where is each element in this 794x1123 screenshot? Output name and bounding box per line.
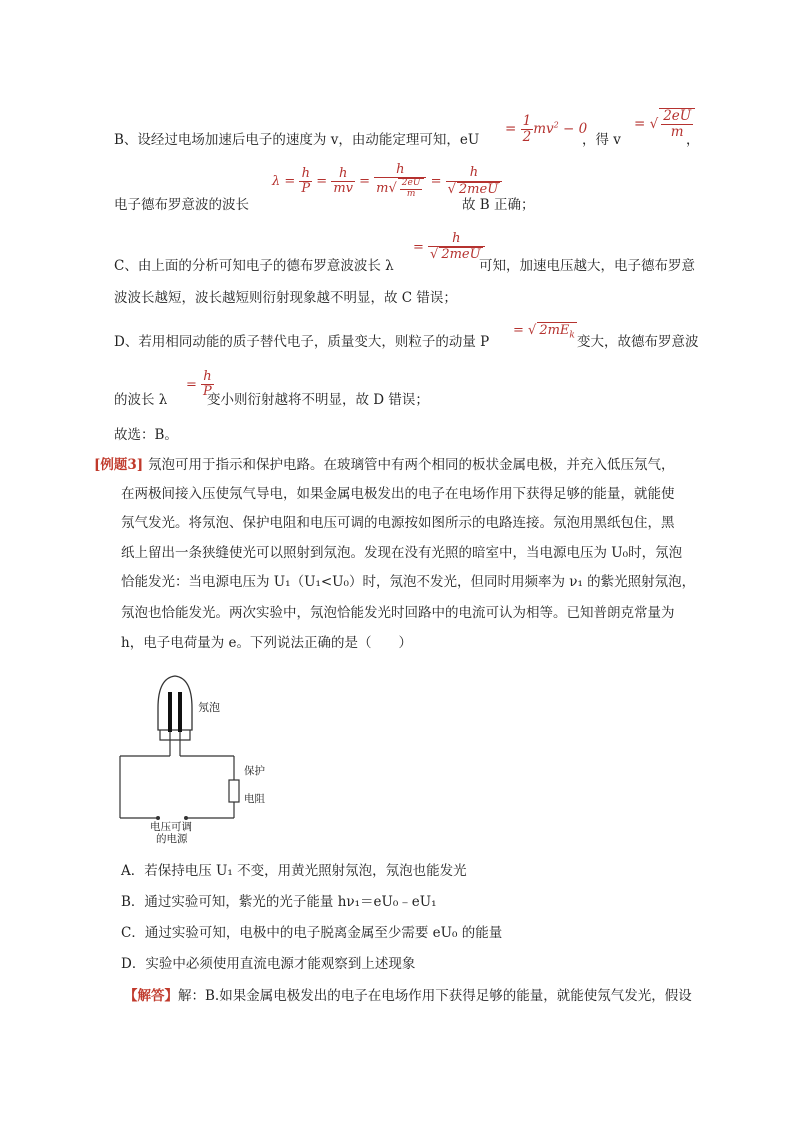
- text: h，电子电荷量为 e。下列说法正确的是（ ）: [121, 635, 412, 651]
- formula-velocity: = √ $\frac{2eU}{m}$: [634, 108, 695, 140]
- text: 变大，故德布罗意波: [577, 334, 699, 350]
- text: 故 B 正确；: [462, 197, 535, 213]
- formula-wavelength-c: = $\frac{h}{\text{√ 2meU}}$: [413, 232, 485, 263]
- option-d-analysis-line2b: [207, 390, 429, 410]
- text: ，: [686, 132, 700, 148]
- text: [例题3]: [94, 457, 144, 473]
- text: 纸上留出一条狭缝使光可以照射到氖泡。发现在没有光照的暗室中，当电源电压为 U₀时，氖泡: [121, 545, 683, 561]
- circuit-diagram: [110, 668, 270, 848]
- bulb-label: [198, 698, 220, 718]
- text: 电子德布罗意波的波长: [114, 197, 249, 213]
- answer-tag: 【解答】: [124, 988, 178, 1004]
- text: B．通过实验可知，紫光的光子能量 hν₁＝eU₀﹣eU₁: [121, 894, 437, 910]
- text: 的电源: [156, 833, 188, 845]
- text-wavelength-label: [114, 195, 249, 215]
- formula-de-broglie-derivation: λ = $\frac{h}{P}$ = $\frac{h}{mv}$ = h m√ $\frac{2eU}{m}$ = $\frac{h}{\text{√ 2meU}}$: [272, 163, 502, 200]
- example-line-4: [121, 543, 682, 563]
- text: 故选：B。: [114, 427, 178, 443]
- text: ，得 v: [582, 132, 621, 148]
- text: 在两极间接入压使氖气导电，如果金属电极发出的电子在电场作用下获得足够的能量，就能使: [121, 486, 675, 502]
- text: 变小则衍射越将不明显，故 D 错误；: [207, 392, 429, 408]
- text: D．实验中必须使用直流电源才能观察到上述现象: [121, 956, 416, 972]
- answer-section: [124, 986, 692, 1006]
- text: 电压可调: [150, 821, 192, 833]
- bulb-base: [160, 730, 190, 740]
- text: 氖泡可用于指示和保护电路。在玻璃管中有两个相同的板状金属电极，并充入低压氖气，: [148, 457, 675, 473]
- option-c: [121, 923, 502, 943]
- text: 波波长越短，波长越短则衍射现象越不明显，故 C 错误；: [114, 290, 457, 306]
- text-b-correct: [462, 195, 535, 215]
- text-then-v: [582, 130, 621, 150]
- text: 可知，加速电压越大，电子德布罗意: [479, 258, 695, 274]
- formula-kinetic-energy: = $\frac{1}{2}$ $mv^2 - 0$: [505, 113, 588, 145]
- text: C．通过实验可知，电极中的电子脱离金属至少需要 eU₀ 的能量: [121, 925, 503, 941]
- example-line-3: [121, 513, 675, 533]
- example-line-7: [121, 633, 412, 653]
- text-d-continue: [577, 332, 699, 352]
- text: 电阻: [244, 793, 265, 805]
- option-c-analysis-line2: [114, 288, 457, 308]
- bulb-glass: [158, 676, 192, 730]
- example-line-1: [148, 455, 675, 475]
- example-line-2: [121, 484, 675, 504]
- text: 氖气发光。将氖泡、保护电阻和电压可调的电源按如图所示的电路连接。氖泡用黑纸包住，黑: [121, 515, 675, 531]
- electrode-left: [168, 692, 172, 732]
- text-comma: [686, 130, 700, 150]
- text: C、由上面的分析可知电子的德布罗意波波长 λ: [114, 258, 394, 274]
- text: A．若保持电压 U₁ 不变，用黄光照射氖泡，氖泡也能发光: [121, 863, 467, 879]
- option-b: [121, 892, 437, 912]
- option-d-analysis-line1: [114, 332, 489, 352]
- answer-text: 解：B.如果金属电极发出的电子在电场作用下获得足够的能量，就能使氖气发光，假设: [178, 988, 692, 1004]
- example-line-6: [121, 603, 675, 623]
- text: 保护: [244, 765, 265, 777]
- option-d-analysis-line2a: [114, 390, 167, 410]
- option-d: [121, 954, 415, 974]
- electrode-right: [178, 692, 182, 732]
- text: 氖泡: [198, 701, 220, 714]
- answer-line: [114, 425, 178, 445]
- text: B、设经过电场加速后电子的速度为 v，由动能定理可知，eU: [114, 132, 480, 148]
- formula-momentum: = √ $2mE_k$: [513, 323, 575, 341]
- example-tag: [94, 455, 143, 475]
- option-c-analysis-line1: [114, 256, 394, 276]
- example-line-5: [121, 572, 695, 592]
- option-a: [121, 861, 467, 881]
- text: 恰能发光：当电源电压为 U₁（U₁<U₀）时，氖泡不发光，但同时用频率为 ν₁ 的紫光照射氖泡，: [121, 574, 696, 590]
- resistor-label-2: [244, 792, 265, 806]
- resistor-label-1: [244, 764, 265, 778]
- source-label-2: [156, 832, 188, 846]
- resistor: [229, 780, 239, 802]
- text-c-continue: [479, 256, 695, 276]
- text: 氖泡也恰能发光。两次实验中，氖泡恰能发光时回路中的电流可认为相等。已知普朗克常量为: [121, 605, 675, 621]
- text: D、若用相同动能的质子替代电子，质量变大，则粒子的动量 P: [114, 334, 490, 350]
- text: 的波长 λ: [114, 392, 168, 408]
- formula-wavelength-d: = $\frac{h}{P}$: [186, 369, 212, 400]
- option-b-analysis-line1: [114, 130, 479, 150]
